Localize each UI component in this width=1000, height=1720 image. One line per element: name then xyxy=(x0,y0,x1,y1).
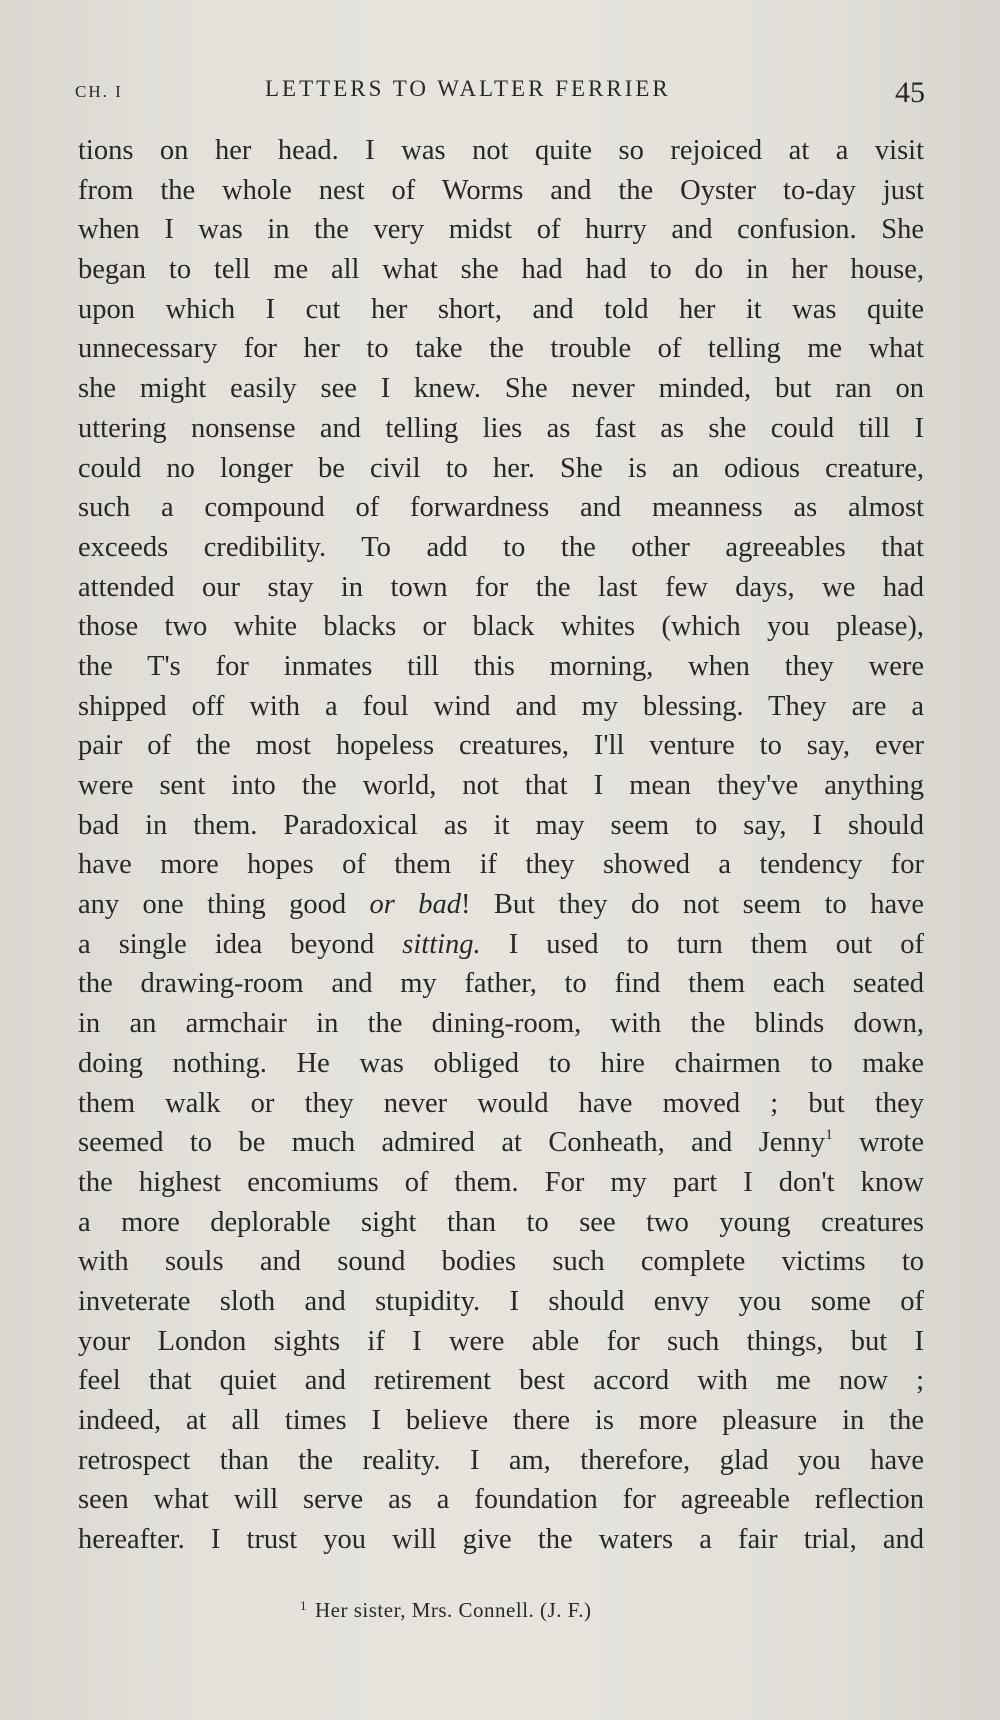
text-line: them walk or they never would have moved ; but they xyxy=(78,1087,924,1119)
text-line: shipped off with a foul wind and my blessing. They are a xyxy=(78,690,924,722)
text-line: the T's for inmates till this morning, when they were xyxy=(78,650,924,682)
text-line: from the whole nest of Worms and the Oyster to-day just xyxy=(78,174,924,206)
footnote-text: Her sister, Mrs. Connell. (J. F.) xyxy=(315,1598,592,1622)
text-line: in an armchair in the dining-room, with the blinds down, xyxy=(78,1008,924,1040)
text-line: hereafter. I trust you will give the waters a fair trial, and xyxy=(78,1524,924,1556)
text-run: ! But they do not seem to have xyxy=(461,889,924,921)
text-line: began to tell me all what she had had to do in her house, xyxy=(78,254,924,286)
footnote-reference: 1 xyxy=(825,1127,833,1144)
text-line: when I was in the very midst of hurry and confusion. She xyxy=(78,214,924,246)
running-head xyxy=(75,72,925,112)
text-line: a more deplorable sight than to see two young creatures xyxy=(78,1206,924,1238)
text-line: such a compound of forwardness and meanness as almost xyxy=(78,492,924,524)
text-line: seen what will serve as a foundation for agreeable reflection xyxy=(78,1484,924,1516)
chapter-marker: CH. I xyxy=(75,82,123,101)
text-line: tions on her head. I was not quite so rejoiced at a visit xyxy=(78,135,924,166)
text-line: exceeds credibility. To add to the other agreeables that xyxy=(78,531,924,563)
text-run: seemed to be much admired at Conheath, and Jenny xyxy=(78,1127,826,1159)
text-line: unnecessary for her to take the trouble of telling me what xyxy=(78,333,924,365)
text-line: uttering nonsense and telling lies as fast as she could till I xyxy=(78,412,924,444)
text-line: retrospect than the reality. I am, therefore, glad you have xyxy=(78,1444,924,1476)
text-line-with-footnote-ref xyxy=(78,1123,924,1163)
text-line: have more hopes of them if they showed a tendency for xyxy=(78,849,924,881)
text-line: feel that quiet and retirement best accord with me now ; xyxy=(78,1365,924,1397)
italic-text: or bad xyxy=(369,889,461,921)
text-line: inveterate sloth and stupidity. I should envy you some of xyxy=(78,1285,924,1317)
text-line: with souls and sound bodies such complete victims to xyxy=(78,1246,924,1278)
italic-text: sitting. xyxy=(402,928,481,960)
text-run: wrote xyxy=(832,1127,924,1159)
body-text xyxy=(78,131,924,1560)
text-line: the drawing-room and my father, to find them each seated xyxy=(78,968,924,1000)
text-run: a single idea beyond xyxy=(78,928,403,960)
text-line: your London sights if I were able for such things, but I xyxy=(78,1325,924,1357)
text-line: bad in them. Paradoxical as it may seem to say, I should xyxy=(78,809,924,841)
text-line: doing nothing. He was obliged to hire chairmen to make xyxy=(78,1047,924,1079)
text-run: any one thing good xyxy=(78,889,370,921)
page-number: 45 xyxy=(895,76,925,109)
footnote xyxy=(300,1598,591,1623)
running-title: LETTERS TO WALTER FERRIER xyxy=(265,76,671,101)
text-run: I used to turn them out of xyxy=(480,928,924,960)
text-line-italic-phrase xyxy=(78,925,924,965)
text-line: the highest encomiums of them. For my part I don't know xyxy=(78,1166,924,1198)
text-line: she might easily see I knew. She never minded, but ran on xyxy=(78,373,924,405)
text-line: upon which I cut her short, and told her it was quite xyxy=(78,293,924,325)
text-line: attended our stay in town for the last few days, we had xyxy=(78,571,924,603)
text-line-italic-phrase xyxy=(78,885,924,925)
text-line: those two white blacks or black whites (which you please), xyxy=(78,611,924,643)
footnote-marker: 1 xyxy=(300,1598,307,1613)
text-line: were sent into the world, not that I mean they've anything xyxy=(78,770,924,801)
text-line: pair of the most hopeless creatures, I'll venture to say, ever xyxy=(78,730,924,762)
text-line: indeed, at all times I believe there is more pleasure in the xyxy=(78,1405,924,1436)
text-line: could no longer be civil to her. She is an odious creature, xyxy=(78,452,924,484)
